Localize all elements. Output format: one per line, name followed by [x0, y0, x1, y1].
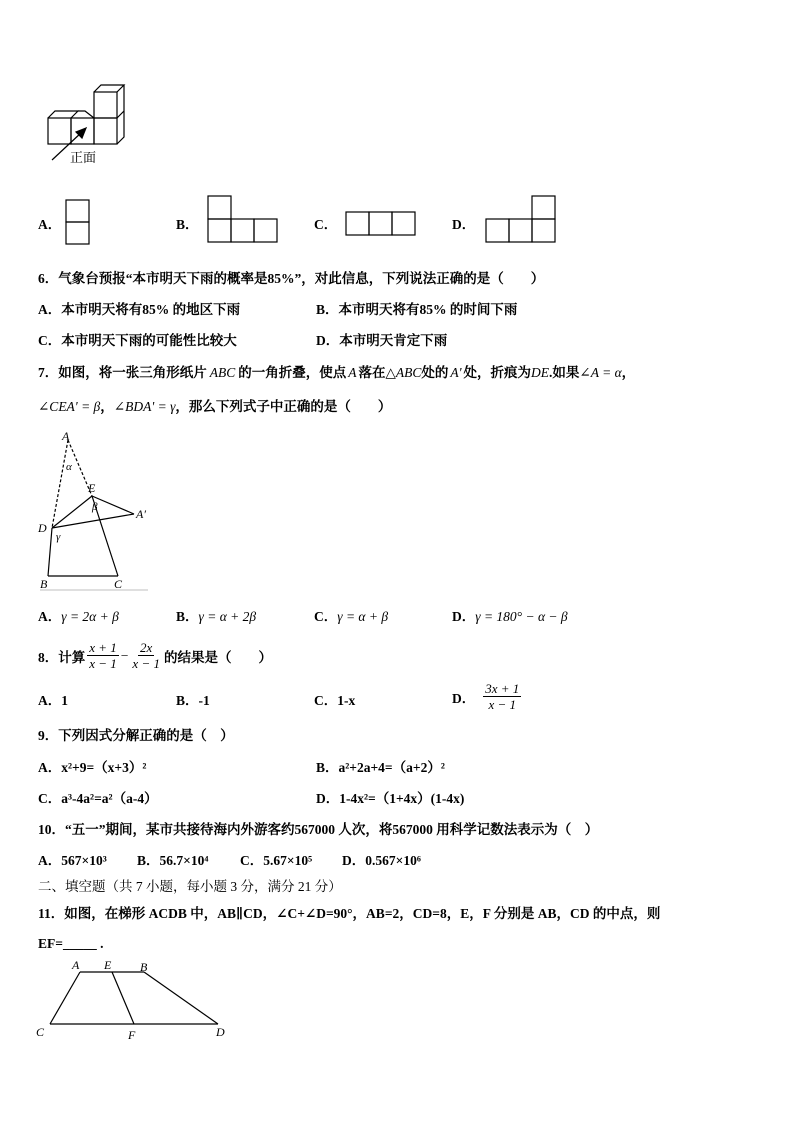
fig11-label-d: D	[216, 1025, 225, 1039]
q9-option-a[interactable]: A．x²+9=（x+3）²	[38, 760, 147, 775]
q7-option-b[interactable]: B．γ = α + 2β	[176, 609, 257, 624]
q5-option-c-figure	[344, 210, 418, 238]
q5-option-c-label[interactable]: C．	[314, 217, 338, 232]
q5-option-a-figure	[64, 198, 92, 248]
q5-option-d-figure	[484, 194, 558, 246]
front-view-label: 正面	[70, 150, 97, 165]
fig7-label-c: C	[114, 577, 123, 591]
q5-option-a-label[interactable]: A．	[38, 217, 62, 232]
section-heading: 二、填空题（共 7 小题，每小题 3 分，满分 21 分）	[38, 879, 342, 894]
q5-option-d-label[interactable]: D．	[452, 217, 476, 232]
q8-fraction-2: $\frac{2x}{x - 1}$	[132, 640, 160, 671]
q5-option-b-figure	[206, 194, 280, 246]
q8-option-c[interactable]: C．1-x	[314, 693, 356, 708]
q10-stem: 10．“五一”期间，某市共接待海内外游客约567000 人次，将567000 用科学记数法表示为（ ）	[38, 822, 599, 837]
q6-option-c[interactable]: C．本市明天下雨的可能性比较大	[38, 333, 237, 348]
q6-option-a[interactable]: A．本市明天将有85% 的地区下雨	[38, 302, 241, 317]
q6-stem: 6．气象台预报“本市明天下雨的概率是85%”，对此信息，下列说法正确的是（ ）	[38, 271, 545, 286]
fig7-label-gamma: γ	[56, 531, 61, 543]
q7-stem-line2: ∠CEA' = β，∠BDA' = γ，那么下列式子中正确的是（ ）	[38, 399, 392, 414]
fig11-label-f: F	[128, 1028, 136, 1042]
folded-triangle-figure	[36, 428, 156, 596]
fig7-label-d: D	[38, 521, 47, 535]
q7-option-c[interactable]: C．γ = α + β	[314, 609, 389, 624]
q10-option-b[interactable]: B．56.7×10⁴	[137, 853, 209, 868]
q7-option-d[interactable]: D．γ = 180° − α − β	[452, 609, 568, 624]
q7-stem-line1: 7．如图，将一张三角形纸片 ABC 的一角折叠，使点 A 落在△ABC处的 A' 处，折痕为DE.如果∠A = α，	[38, 365, 636, 380]
q9-option-b[interactable]: B．a²+2a+4=（a+2）²	[316, 760, 445, 775]
q11-answer-blank[interactable]: EF=_____ .	[38, 936, 104, 951]
q11-stem: 11．如图，在梯形 ACDB 中，AB∥CD，∠C+∠D=90°，AB=2，CD=8，E，F 分别是 AB，CD 的中点，则	[38, 906, 661, 921]
fig7-label-beta: β	[92, 501, 98, 513]
q6-option-d[interactable]: D．本市明天肯定下雨	[316, 333, 448, 348]
q9-option-c[interactable]: C．a³-4a²=a²（a-4）	[38, 791, 158, 806]
q8-option-b[interactable]: B．-1	[176, 693, 210, 708]
q8-fraction-1: $\frac{x + 1}{x - 1}$	[89, 640, 117, 671]
fig11-label-a: A	[72, 958, 80, 972]
fig7-label-b: B	[40, 577, 48, 591]
fig7-label-alpha: α	[66, 461, 72, 473]
fig11-label-e: E	[104, 958, 112, 972]
q6-option-b[interactable]: B．本市明天将有85% 的时间下雨	[316, 302, 518, 317]
q10-option-d[interactable]: D．0.567×10⁶	[342, 853, 421, 868]
q10-option-c[interactable]: C．5.67×10⁵	[240, 853, 313, 868]
fig7-label-aprime: A′	[136, 507, 146, 521]
fig11-label-b: B	[140, 960, 148, 974]
q9-option-d[interactable]: D．1-4x²=（1+4x）(1-4x)	[316, 791, 465, 806]
q8-option-d[interactable]: D． $\frac{3x + 1}{x - 1}$	[452, 681, 520, 712]
trapezoid-figure	[34, 956, 234, 1044]
fig11-label-c: C	[36, 1025, 45, 1039]
q7-option-a[interactable]: A．γ = 2α + β	[38, 609, 119, 624]
q8-option-a[interactable]: A．1	[38, 693, 68, 708]
q5-option-b-label[interactable]: B．	[176, 217, 199, 232]
q8-stem: 8．计算 $\frac{x + 1}{x - 1}$ − $\frac{2x}{x - 1}$ 的结果是（ ）	[38, 640, 272, 671]
q9-stem: 9．下列因式分解正确的是（ ）	[38, 728, 234, 743]
fig7-label-a: A	[62, 429, 70, 443]
q10-option-a[interactable]: A．567×10³	[38, 853, 107, 868]
fig7-label-e: E	[88, 481, 96, 495]
